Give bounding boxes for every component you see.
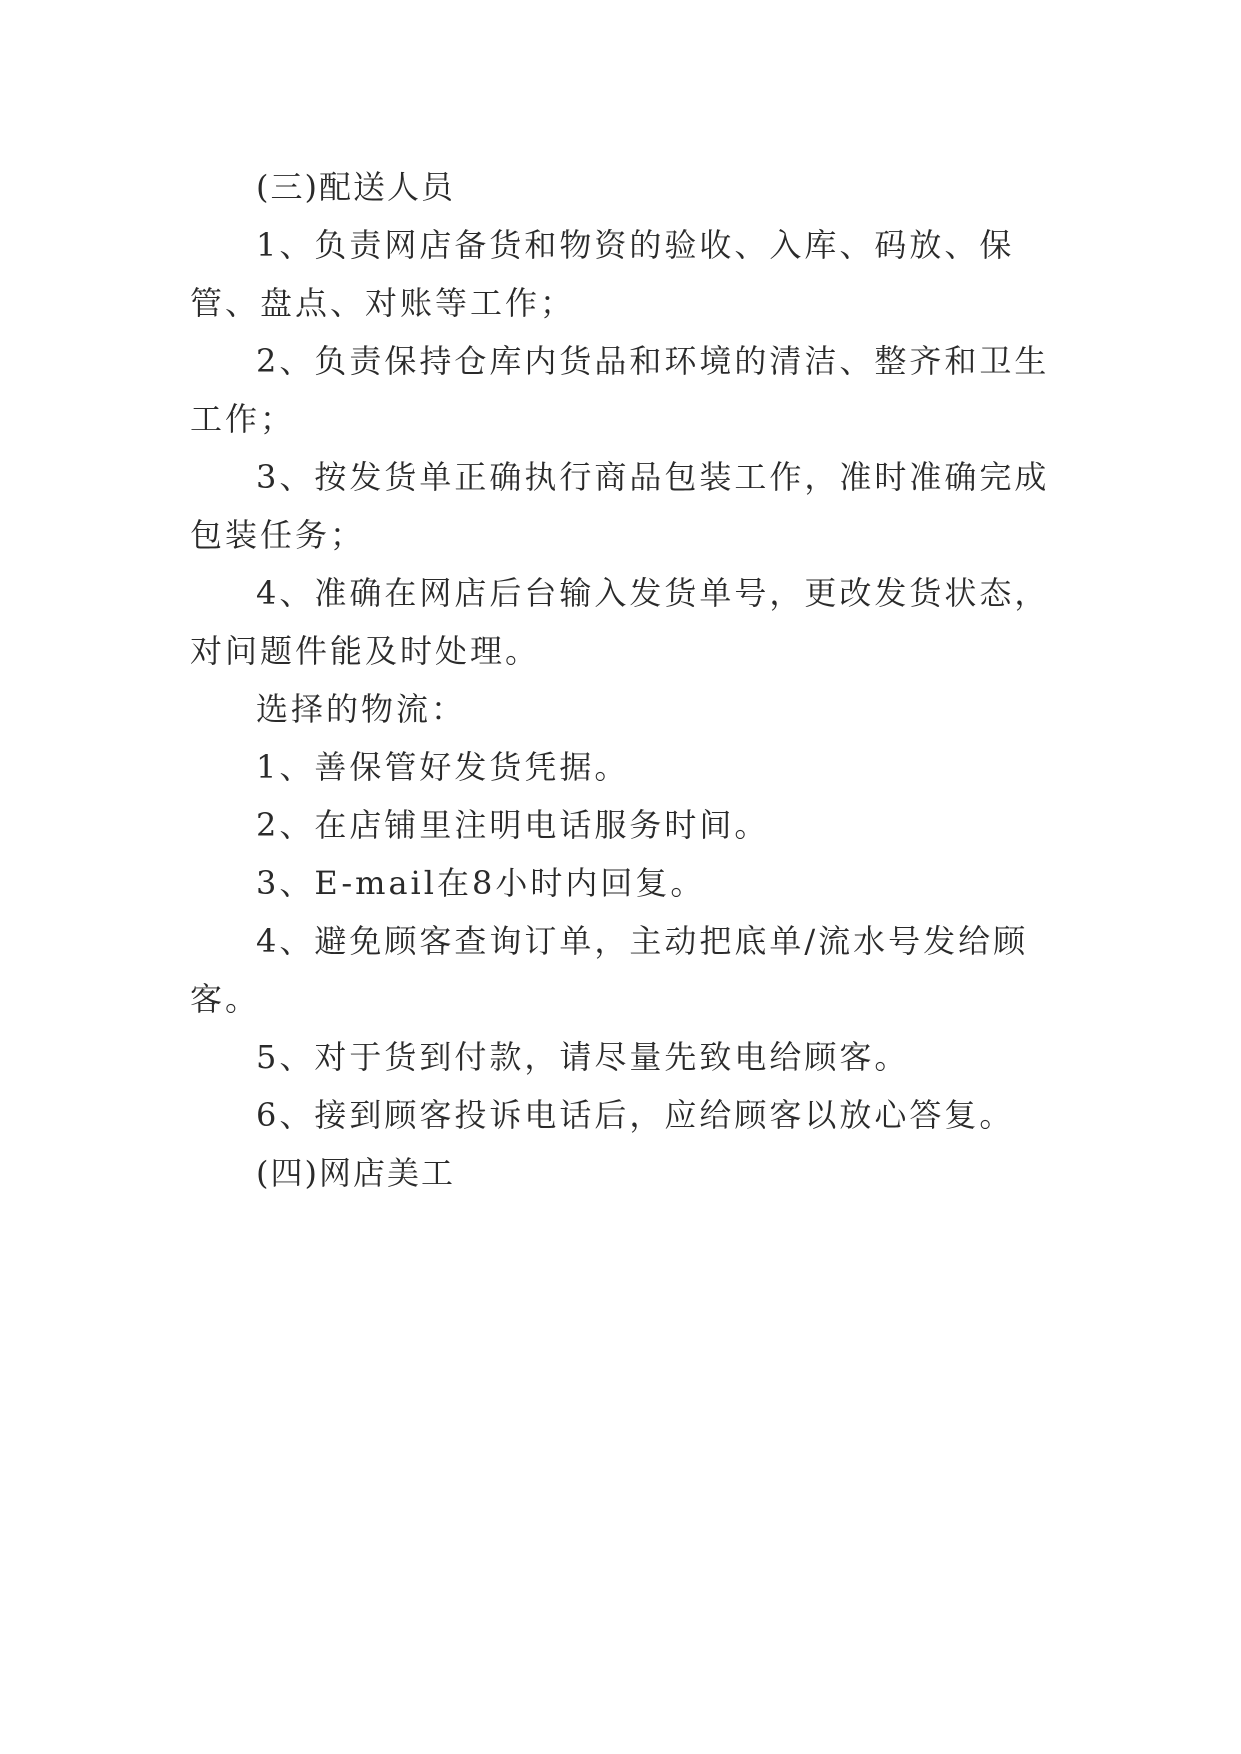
section-heading-delivery-staff: (三)配送人员: [256, 168, 455, 206]
logistics-item-3: 3、E-mail在8小时内回复。: [256, 864, 706, 902]
duty-item-4: 4、准确在网店后台输入发货单号，更改发货状态，对问题件能及时处理。: [190, 574, 1050, 670]
logistics-heading: 选择的物流：: [256, 690, 467, 728]
logistics-item-2: 2、在店铺里注明电话服务时间。: [256, 806, 770, 844]
logistics-item-6: 6、接到顾客投诉电话后，应给顾客以放心答复。: [256, 1096, 1015, 1134]
document-body: [190, 158, 1056, 1202]
duty-item-1: 1、负责网店备货和物资的验收、入库、码放、保管、盘点、对账等工作；: [190, 226, 1015, 322]
logistics-item-1: 1、善保管好发货凭据。: [256, 748, 630, 786]
logistics-item-5: 5、对于货到付款，请尽量先致电给顾客。: [256, 1038, 910, 1076]
section-heading-web-design: (四)网店美工: [256, 1154, 455, 1192]
duty-item-2: 2、负责保持仓库内货品和环境的清洁、整齐和卫生工作；: [190, 342, 1050, 438]
duty-item-3: 3、按发货单正确执行商品包装工作，准时准确完成包装任务；: [190, 458, 1050, 554]
logistics-item-4: 4、避免顾客查询订单，主动把底单/流水号发给顾客。: [190, 922, 1029, 1018]
